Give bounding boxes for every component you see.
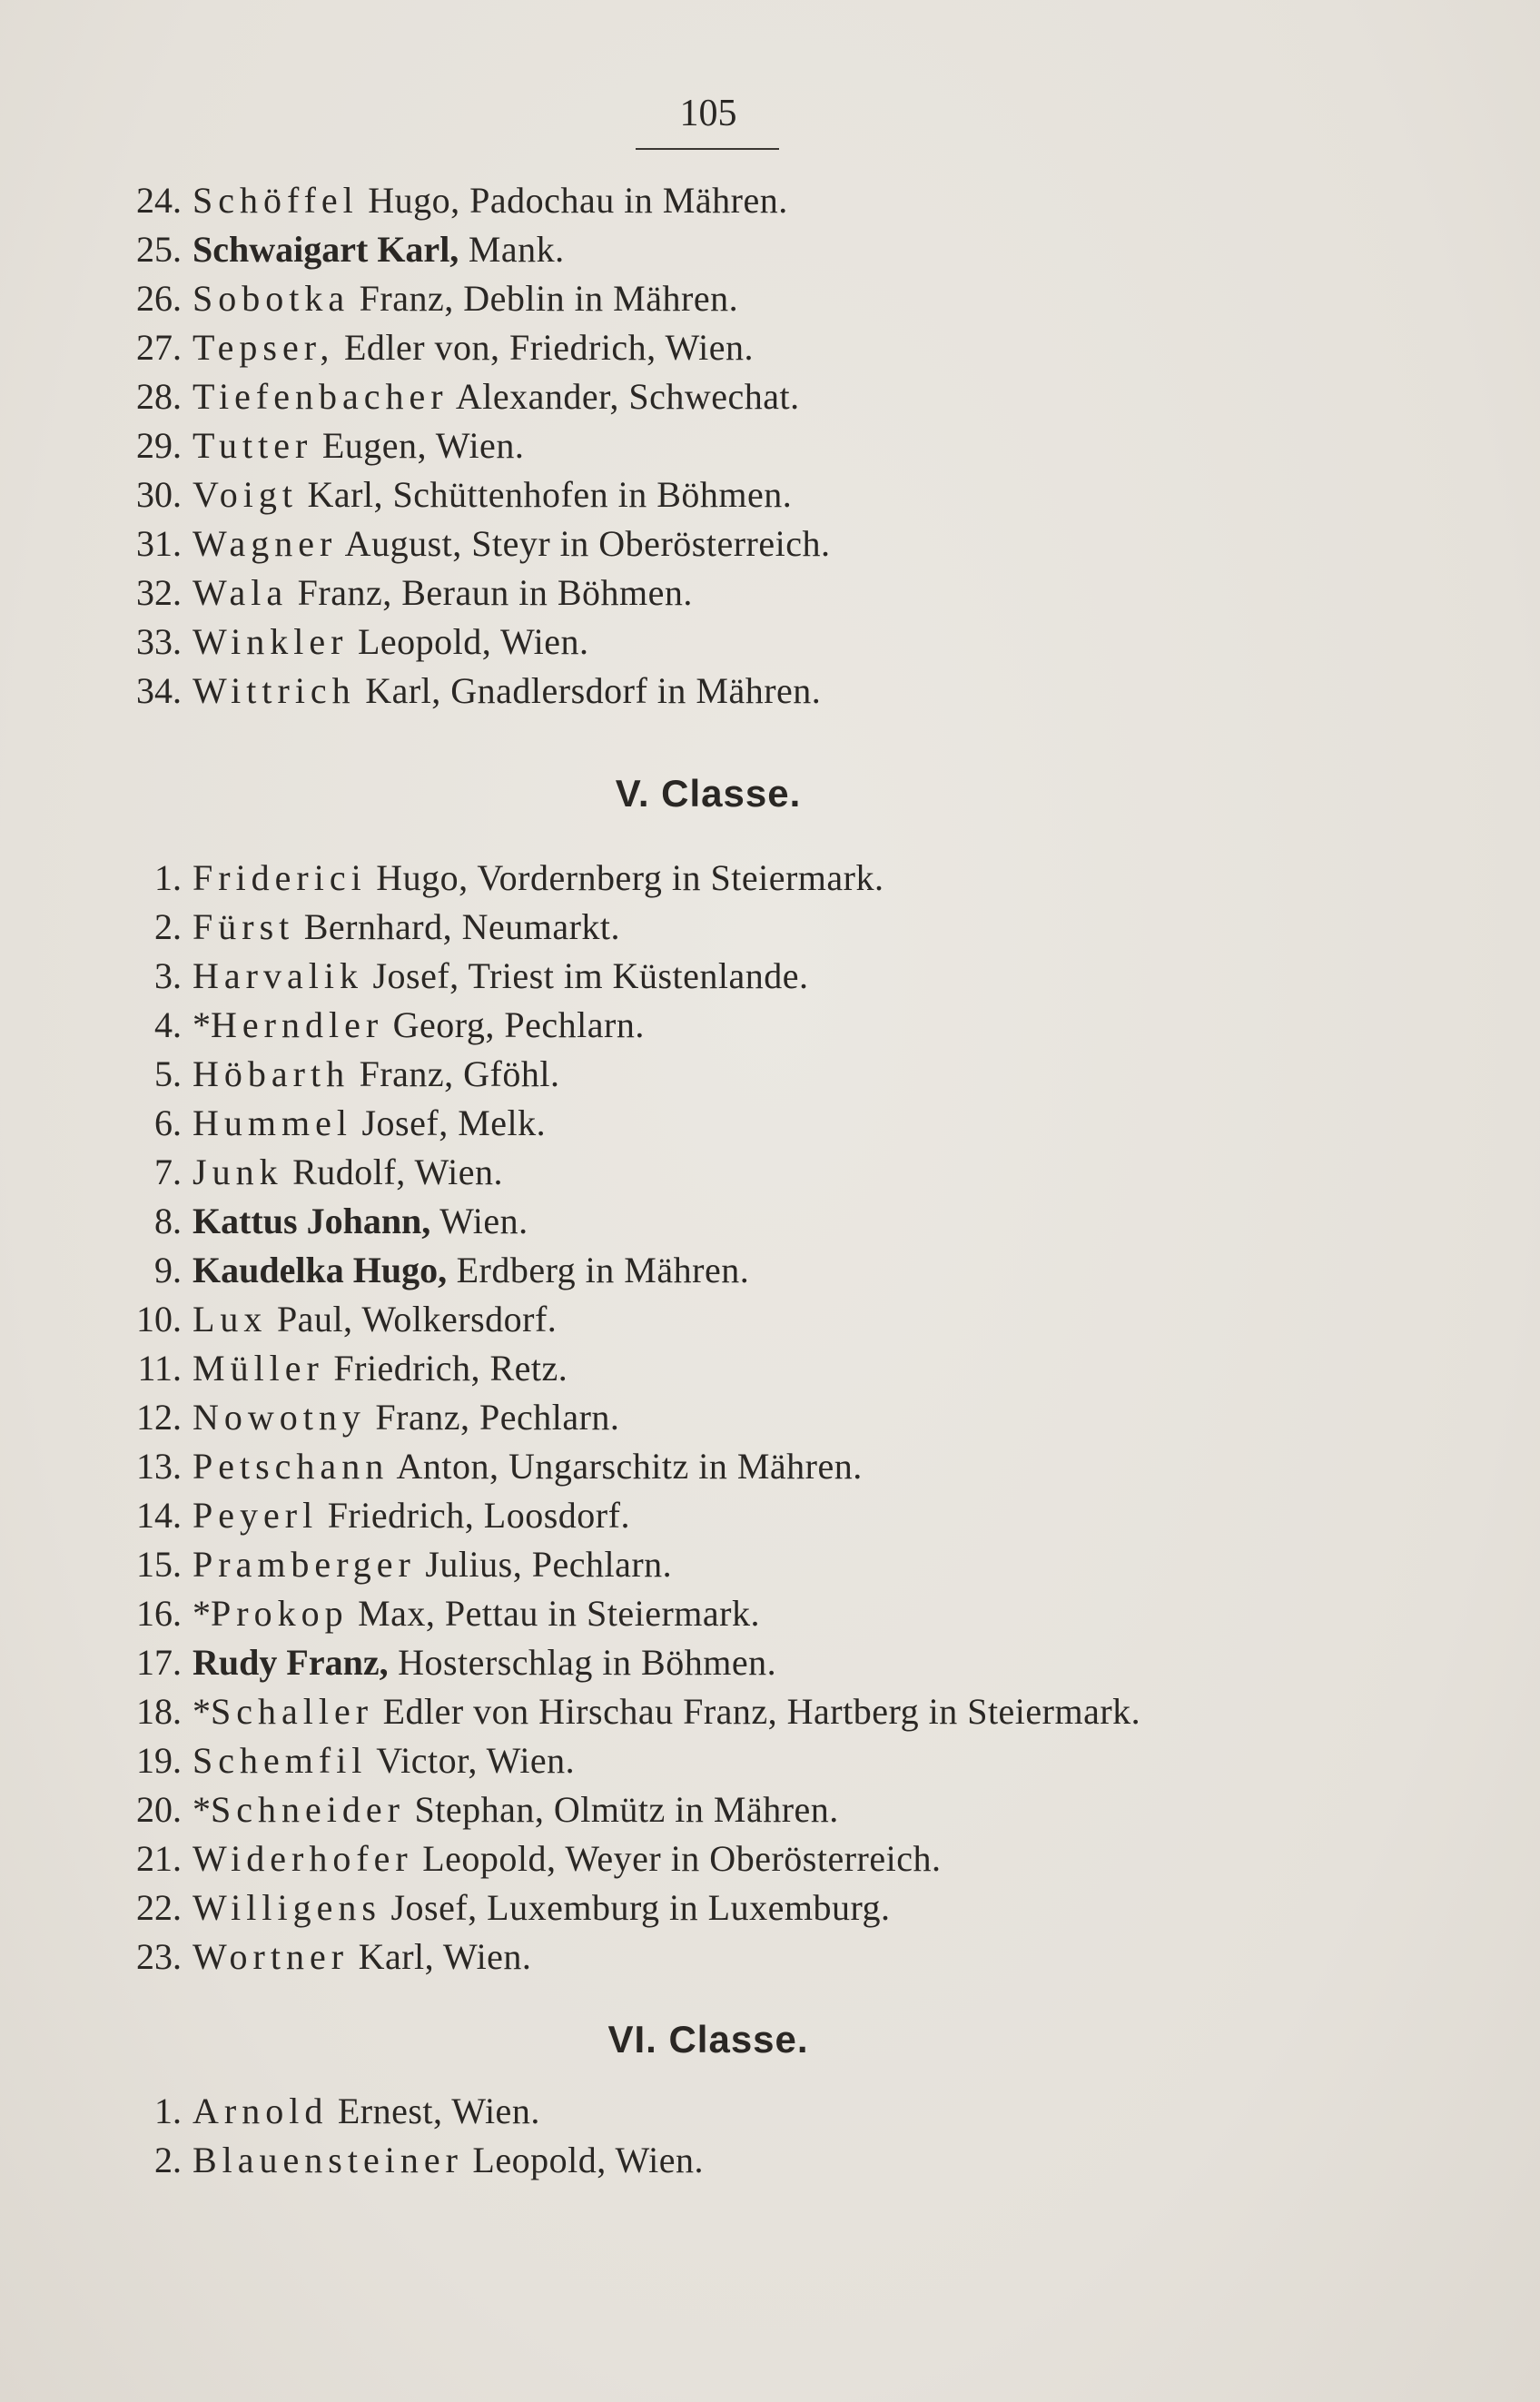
list-item xyxy=(0,1687,1540,1736)
list-item xyxy=(0,225,1540,274)
entry-text xyxy=(192,176,788,225)
entry-text xyxy=(192,1148,503,1197)
entry-surname: Lux xyxy=(192,1299,268,1339)
entry-surname: Widerhofer xyxy=(192,1838,413,1879)
entry-text xyxy=(192,1736,575,1785)
entry-surname: Winkler xyxy=(192,621,349,662)
entry-number: 18. xyxy=(136,1691,182,1732)
entry-surname: Petschann xyxy=(192,1446,390,1487)
entry-number: 25. xyxy=(136,229,182,270)
entry-text xyxy=(192,323,754,372)
entry-number: 32. xyxy=(136,572,182,613)
list-item xyxy=(0,1246,1540,1295)
entry-text xyxy=(192,225,565,274)
entry-number: 3. xyxy=(154,955,182,996)
list-item xyxy=(0,1442,1540,1491)
entry-number: 10. xyxy=(136,1299,182,1339)
entry-surname: Hummel xyxy=(192,1102,352,1143)
entry-surname: Wagner xyxy=(192,523,338,564)
list-item xyxy=(0,470,1540,519)
entry-details: Karl, Schüttenhofen in Böhmen. xyxy=(297,474,793,515)
entry-number: 33. xyxy=(136,621,182,662)
entry-details: Erdberg in Mähren. xyxy=(447,1250,750,1290)
entry-number: 26. xyxy=(136,278,182,319)
list-item xyxy=(0,1589,1540,1638)
entry-surname: Tiefenbacher xyxy=(192,376,449,417)
entry-surname: Höbarth xyxy=(192,1053,350,1094)
list-item xyxy=(0,1295,1540,1344)
entry-number: 2. xyxy=(154,906,182,947)
entry-text xyxy=(192,1197,528,1246)
entry-number: 1. xyxy=(154,857,182,898)
entry-details: Josef, Luxemburg in Luxemburg. xyxy=(380,1887,891,1928)
entry-number: 23. xyxy=(136,1936,182,1977)
entry-details: Bernhard, Neumarkt. xyxy=(294,906,621,947)
entry-text xyxy=(192,1932,531,1982)
list-item xyxy=(0,2087,1540,2136)
list-item xyxy=(0,1785,1540,1834)
v-classe-student-list xyxy=(0,854,1540,1982)
entry-number: 17. xyxy=(136,1642,182,1683)
entry-details: Paul, Wolkersdorf. xyxy=(267,1299,558,1339)
entry-surname: Blauensteiner xyxy=(192,2140,463,2180)
entry-number: 16. xyxy=(136,1593,182,1634)
entry-surname: Willigens xyxy=(192,1887,381,1928)
list-item xyxy=(0,667,1540,716)
entry-number: 7. xyxy=(154,1152,182,1192)
entry-text xyxy=(192,1050,559,1099)
entry-text xyxy=(192,1295,557,1344)
list-item xyxy=(0,1197,1540,1246)
entry-details: Leopold, Weyer in Oberösterreich. xyxy=(412,1838,942,1879)
entry-text xyxy=(192,568,693,618)
entry-surname: Junk xyxy=(192,1152,283,1192)
entry-text xyxy=(192,854,884,903)
entry-details: Franz, Beraun in Böhmen. xyxy=(288,572,693,613)
entry-details: Edler von Hirschau Franz, Hartberg in Steiermark. xyxy=(373,1691,1141,1732)
entry-number: 19. xyxy=(136,1740,182,1781)
entry-details: Alexander, Schwechat. xyxy=(448,376,800,417)
list-item xyxy=(0,1540,1540,1589)
list-item xyxy=(0,1638,1540,1687)
list-item xyxy=(0,2136,1540,2185)
section-heading-v-classe: V. Classe. xyxy=(615,772,802,815)
entry-text xyxy=(192,1785,839,1834)
entry-text xyxy=(192,1344,568,1393)
entry-surname: Sobotka xyxy=(192,278,350,319)
entry-details: Hugo, Padochau in Mähren. xyxy=(358,180,788,221)
entry-surname: Schöffel xyxy=(192,180,359,221)
entry-number: 29. xyxy=(136,425,182,466)
entry-number: 31. xyxy=(136,523,182,564)
page-number-rule xyxy=(636,148,779,150)
entry-number: 8. xyxy=(154,1201,182,1241)
section-heading-vi-classe: VI. Classe. xyxy=(607,2018,809,2061)
list-item xyxy=(0,1344,1540,1393)
entry-surname: Harvalik xyxy=(192,955,363,996)
entry-details: Leopold, Wien. xyxy=(462,2140,705,2180)
entry-details: Georg, Pechlarn. xyxy=(383,1004,645,1045)
entry-details: Leopold, Wien. xyxy=(348,621,589,662)
entry-details: August, Steyr in Oberösterreich. xyxy=(337,523,831,564)
continued-student-list xyxy=(0,176,1540,716)
entry-details: Hosterschlag in Böhmen. xyxy=(388,1642,777,1683)
entry-text xyxy=(192,1589,760,1638)
entry-details: Karl, Wien. xyxy=(349,1936,532,1977)
entry-surname: Tutter xyxy=(192,425,313,466)
list-item xyxy=(0,952,1540,1001)
list-item xyxy=(0,372,1540,421)
entry-details: Wien. xyxy=(430,1201,528,1241)
entry-text xyxy=(192,1540,672,1589)
entry-text xyxy=(192,2087,540,2136)
entry-number: 21. xyxy=(136,1838,182,1879)
entry-text xyxy=(192,1001,645,1050)
entry-surname: Herndler xyxy=(211,1004,384,1045)
entry-details: Hugo, Vordernberg in Steiermark. xyxy=(366,857,884,898)
entry-text xyxy=(192,1099,546,1148)
list-item xyxy=(0,519,1540,568)
entry-number: 5. xyxy=(154,1053,182,1094)
entry-number: 15. xyxy=(136,1544,182,1585)
list-item xyxy=(0,568,1540,618)
entry-surname: Nowotny xyxy=(192,1397,366,1438)
list-item xyxy=(0,176,1540,225)
entry-text xyxy=(192,470,792,519)
entry-details: Mank. xyxy=(459,229,565,270)
list-item xyxy=(0,1393,1540,1442)
entry-number: 1. xyxy=(154,2091,182,2131)
list-item xyxy=(0,1834,1540,1883)
entry-number: 20. xyxy=(136,1789,182,1830)
list-item xyxy=(0,903,1540,952)
entry-details: Max, Pettau in Steiermark. xyxy=(348,1593,760,1634)
entry-text xyxy=(192,1246,749,1295)
list-item xyxy=(0,854,1540,903)
entry-number: 2. xyxy=(154,2140,182,2180)
entry-details: Friedrich, Loosdorf. xyxy=(318,1495,630,1536)
entry-surname: Friderici xyxy=(192,857,367,898)
list-item xyxy=(0,1050,1540,1099)
entry-surname: Prokop xyxy=(211,1593,349,1634)
entry-surname: Rudy Franz, xyxy=(192,1642,389,1683)
list-item xyxy=(0,1932,1540,1982)
entry-text xyxy=(192,1883,891,1932)
entry-surname: Wortner xyxy=(192,1936,350,1977)
entry-text xyxy=(192,1491,630,1540)
entry-number: 12. xyxy=(136,1397,182,1438)
entry-surname: Schneider xyxy=(211,1789,405,1830)
entry-details: Friedrich, Retz. xyxy=(323,1348,568,1389)
vi-classe-student-list xyxy=(0,2087,1540,2185)
entry-text xyxy=(192,519,830,568)
entry-surname: Wala xyxy=(192,572,289,613)
entry-details: Stephan, Olmütz in Mähren. xyxy=(404,1789,839,1830)
entry-surname: Kaudelka Hugo, xyxy=(192,1250,448,1290)
list-item xyxy=(0,323,1540,372)
entry-number: 13. xyxy=(136,1446,182,1487)
entry-number: 27. xyxy=(136,327,182,368)
entry-details: Ernest, Wien. xyxy=(328,2091,540,2131)
entry-surname: Schemfil xyxy=(192,1740,368,1781)
entry-text xyxy=(192,667,821,716)
entry-details: Josef, Melk. xyxy=(351,1102,547,1143)
entry-text xyxy=(192,1687,1140,1736)
list-item xyxy=(0,1001,1540,1050)
entry-surname: Schaller xyxy=(211,1691,374,1732)
entry-text xyxy=(192,274,738,323)
entry-asterisk: * xyxy=(192,1593,211,1634)
entry-details: Anton, Ungarschitz in Mähren. xyxy=(389,1446,863,1487)
entry-surname: Kattus Johann, xyxy=(192,1201,431,1241)
entry-number: 4. xyxy=(154,1004,182,1045)
entry-number: 11. xyxy=(137,1348,182,1389)
entry-text xyxy=(192,421,524,470)
list-item xyxy=(0,274,1540,323)
entry-number: 30. xyxy=(136,474,182,515)
entry-details: Franz, Gföhl. xyxy=(350,1053,560,1094)
entry-surname: Müller xyxy=(192,1348,324,1389)
entry-details: Franz, Deblin in Mähren. xyxy=(350,278,739,319)
entry-number: 24. xyxy=(136,180,182,221)
entry-details: Karl, Gnadlersdorf in Mähren. xyxy=(355,670,822,711)
entry-number: 14. xyxy=(136,1495,182,1536)
entry-surname: Fürst xyxy=(192,906,295,947)
entry-details: Franz, Pechlarn. xyxy=(365,1397,620,1438)
entry-text xyxy=(192,952,809,1001)
entry-text xyxy=(192,1638,776,1687)
entry-text xyxy=(192,1834,941,1883)
entry-text xyxy=(192,2136,704,2185)
entry-number: 28. xyxy=(136,376,182,417)
entry-surname: Schwaigart Karl, xyxy=(192,229,459,270)
entry-details: Edler von, Friedrich, Wien. xyxy=(334,327,754,368)
entry-surname: Pramberger xyxy=(192,1544,416,1585)
list-item xyxy=(0,1883,1540,1932)
entry-number: 22. xyxy=(136,1887,182,1928)
entry-surname: Voigt xyxy=(192,474,298,515)
list-item xyxy=(0,421,1540,470)
entry-text xyxy=(192,903,620,952)
entry-details: Rudolf, Wien. xyxy=(282,1152,503,1192)
entry-details: Victor, Wien. xyxy=(367,1740,576,1781)
entry-asterisk: * xyxy=(192,1691,211,1732)
entry-surname: Tepser, xyxy=(192,327,335,368)
list-item xyxy=(0,1736,1540,1785)
entry-text xyxy=(192,1442,863,1491)
list-item xyxy=(0,1491,1540,1540)
entry-surname: Wittrich xyxy=(192,670,356,711)
list-item xyxy=(0,1148,1540,1197)
entry-asterisk: * xyxy=(192,1789,211,1830)
entry-number: 9. xyxy=(154,1250,182,1290)
entry-surname: Arnold xyxy=(192,2091,329,2131)
entry-details: Julius, Pechlarn. xyxy=(415,1544,673,1585)
entry-number: 34. xyxy=(136,670,182,711)
entry-details: Eugen, Wien. xyxy=(312,425,525,466)
entry-text xyxy=(192,1393,619,1442)
entry-number: 6. xyxy=(154,1102,182,1143)
entry-details: Josef, Triest im Küstenlande. xyxy=(362,955,809,996)
entry-asterisk: * xyxy=(192,1004,211,1045)
list-item xyxy=(0,618,1540,667)
entry-text xyxy=(192,618,589,667)
list-item xyxy=(0,1099,1540,1148)
entry-surname: Peyerl xyxy=(192,1495,319,1536)
page-number: 105 xyxy=(679,93,737,134)
entry-text xyxy=(192,372,800,421)
